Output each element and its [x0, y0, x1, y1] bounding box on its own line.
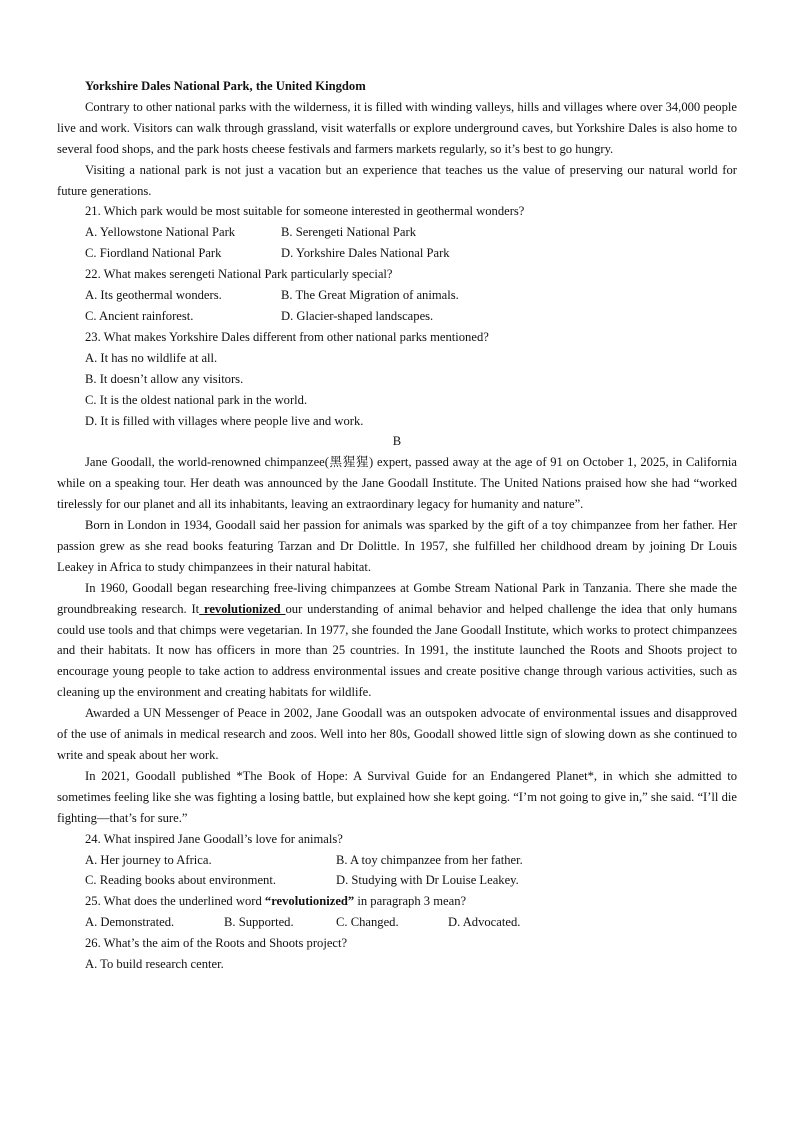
- option-23-c: C. It is the oldest national park in the world.: [85, 392, 308, 407]
- option-21-c: C. Fiordland National Park: [85, 246, 222, 261]
- option-23-a: A. It has no wildlife at all.: [85, 350, 218, 365]
- question-25-word: “revolutionized”: [264, 894, 355, 909]
- option-22-d: D. Glacier-shaped landscapes.: [281, 308, 434, 323]
- document-content: [57, 76, 737, 975]
- option-25-d: D. Advocated.: [448, 915, 521, 930]
- goodall-paragraph-4: Awarded a UN Messenger of Peace in 2002, Jane Goodall was an outspoken advocate of environmental issues and disapproved of the use of animals in medical research and zoos. Well into her 80s, Goodall showed little sign of slowing down as she continued to write and speak about her work.: [57, 706, 737, 762]
- question-21-options-row-2: [57, 243, 737, 264]
- question-26: 26. What’s the aim of the Roots and Shoots project?: [85, 936, 348, 951]
- park-paragraph-1: Contrary to other national parks with the wilderness, it is filled with winding valleys, hills and villages where over 34,000 people live and work. Visitors can walk through grassland, visit waterfalls or explore underground caves, but Yorkshire Dales is also home to several food shops, and the park hosts cheese festivals and farmers markets regularly, so it’s best to go hungry.: [57, 99, 737, 156]
- goodall-p3-before: In 1960, Goodall began researching free-living chimpanzees at Gombe Stream National Park in Tanzania. There she made the groundbreaking research. It: [57, 580, 737, 616]
- option-24-a: A. Her journey to Africa.: [85, 852, 212, 867]
- park-title: Yorkshire Dales National Park, the United Kingdom: [85, 79, 366, 93]
- option-21-a: A. Yellowstone National Park: [85, 225, 236, 240]
- goodall-paragraph-2: Born in London in 1934, Goodall said her passion for animals was sparked by the gift of a toy chimpanzee from her father. Her passion grew as she read books featuring Tarzan and Dr Dolittle. In 1957, she fulfilled her childhood dream by joining Dr Louis Leakey in Africa to study chimpanzees in their natural habitat.: [57, 518, 737, 574]
- question-22-options-row-1: [57, 285, 737, 306]
- section-b-label: B: [392, 434, 402, 449]
- question-22-options-row-2: [57, 306, 737, 327]
- question-22: 22. What makes serengeti National Park particularly special?: [85, 267, 393, 282]
- goodall-paragraph-5: In 2021, Goodall published *The Book of Hope: A Survival Guide for an Endangered Planet*, in which she admitted to sometimes feeling like she was fighting a losing battle, but explained how she kept going. “I’m not going to give in,” she said. “I’ll die fighting—that’s for sure.”: [57, 768, 737, 825]
- question-24-options-row-1: [57, 850, 737, 871]
- option-21-b: B. Serengeti National Park: [281, 225, 417, 240]
- park-paragraph-2: Visiting a national park is not just a vacation but an experience that teaches us the value of preserving our natural world for future generations.: [57, 162, 737, 198]
- underlined-word: revolutionized: [199, 601, 286, 616]
- question-24: 24. What inspired Jane Goodall’s love for animals?: [85, 831, 343, 846]
- option-25-a: A. Demonstrated.: [85, 915, 175, 930]
- goodall-p3-after: our understanding of animal behavior and helped challenge the idea that only humans could use tools and that chimps were vegetarian. In 1977, she founded the Jane Goodall Institute, which works to protect chimpanzees and their habitats. It now has officers in more than 25 countries. In 1991, the institute launched the Roots and Shoots project to encourage young people to take action to address environmental issues and create positive change through various activities, such as cleaning up the environment and creating habitats for wildlife.: [57, 601, 737, 700]
- question-25-after: in paragraph 3 mean?: [354, 894, 467, 909]
- goodall-paragraph-1: Jane Goodall, the world-renowned chimpanzee(黑猩猩) expert, passed away at the age of 91 on October 1, 2025, in California while on a speaking tour. Her death was announced by the Jane Goodall Institute. The United Nations praised how she had “worked tirelessly for our planet and all its inhabitants, leaving an extraordinary legacy for humanity and nature”.: [57, 455, 737, 512]
- goodall-paragraph-3: [57, 578, 737, 703]
- question-23: 23. What makes Yorkshire Dales different from other national parks mentioned?: [85, 329, 489, 344]
- option-26-a: A. To build research center.: [85, 957, 224, 972]
- question-21: 21. Which park would be most suitable for someone interested in geothermal wonders?: [85, 204, 525, 219]
- option-22-a: A. Its geothermal wonders.: [85, 288, 222, 303]
- question-25: [57, 891, 737, 912]
- option-24-d: D. Studying with Dr Louise Leakey.: [336, 873, 519, 888]
- question-25-before: 25. What does the underlined word: [85, 894, 265, 909]
- question-24-options-row-2: [57, 870, 737, 891]
- option-24-c: C. Reading books about environment.: [85, 873, 276, 888]
- option-22-c: C. Ancient rainforest.: [85, 308, 194, 323]
- option-22-b: B. The Great Migration of animals.: [281, 288, 459, 303]
- option-24-b: B. A toy chimpanzee from her father.: [336, 852, 523, 867]
- option-23-b: B. It doesn’t allow any visitors.: [85, 371, 244, 386]
- option-23-d: D. It is filled with villages where people live and work.: [85, 413, 364, 428]
- option-21-d: D. Yorkshire Dales National Park: [281, 246, 450, 261]
- question-25-options: [57, 912, 737, 933]
- question-21-options-row-1: [57, 222, 737, 243]
- option-25-c: C. Changed.: [336, 915, 399, 930]
- option-25-b: B. Supported.: [224, 915, 294, 930]
